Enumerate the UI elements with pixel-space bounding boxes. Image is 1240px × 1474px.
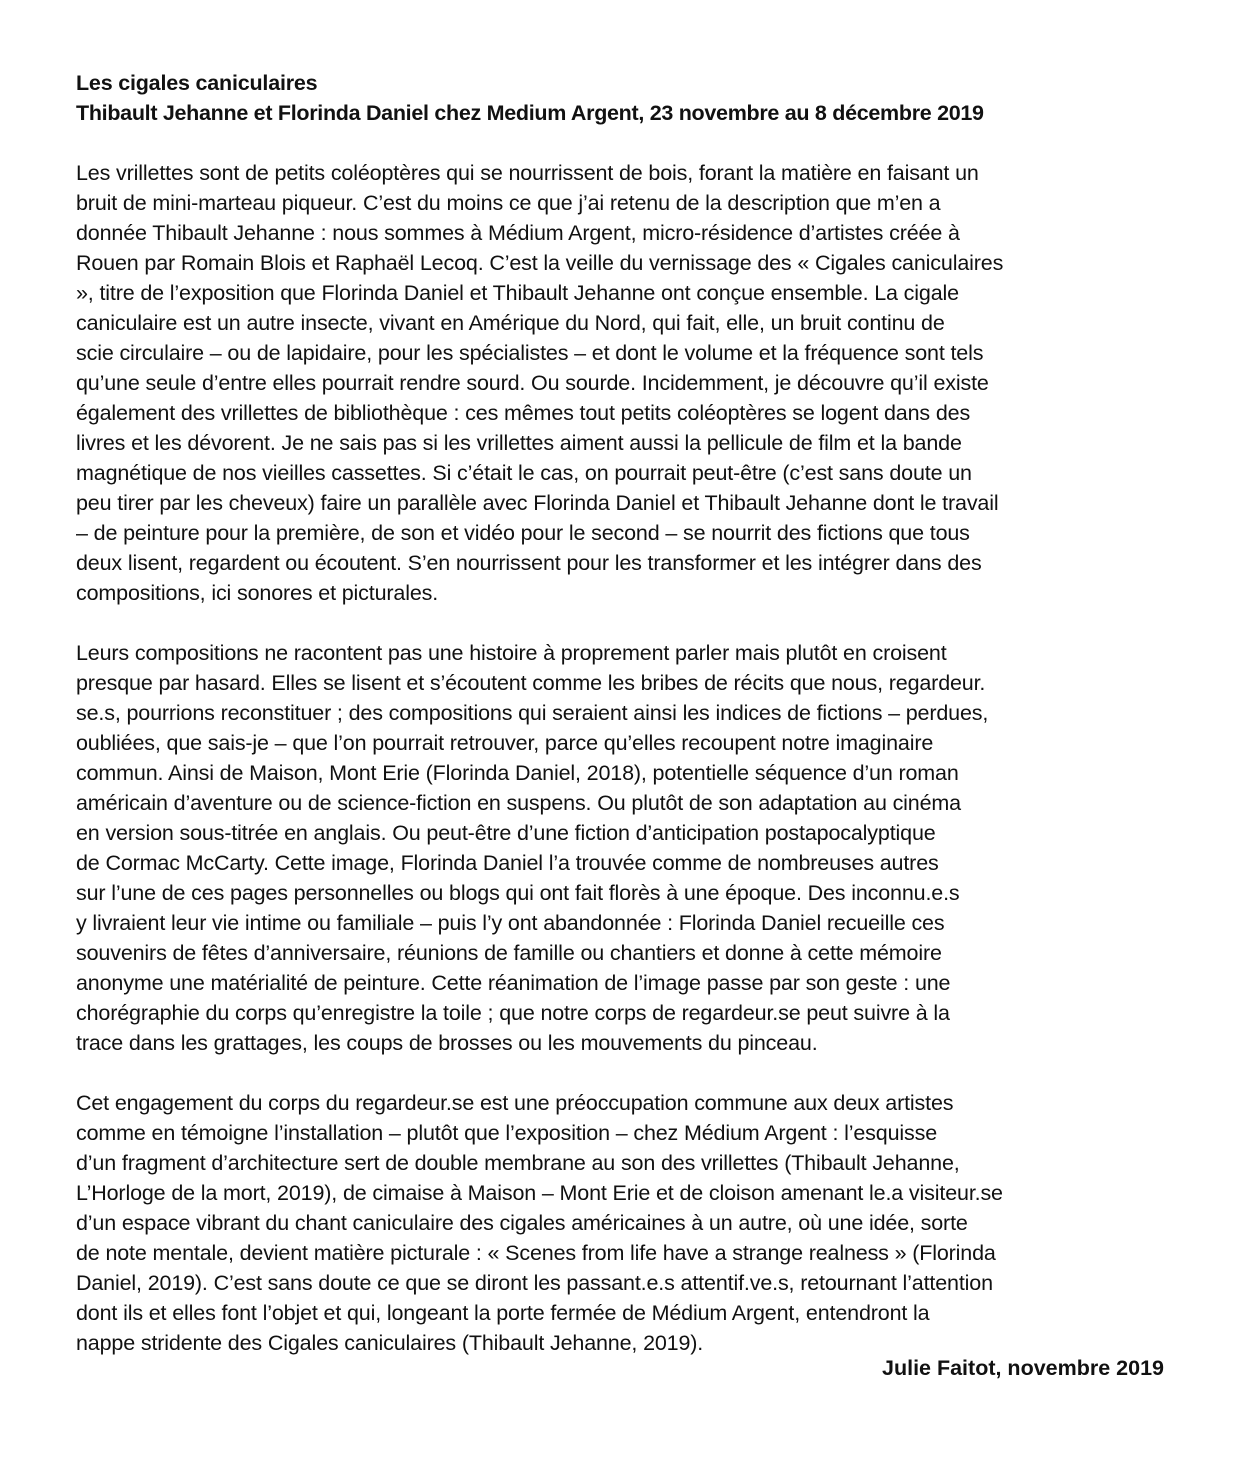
text-line: qu’une seule d’entre elles pourrait rendre sourd. Ou sourde. Incidemment, je découvre qu’il existe	[76, 371, 989, 395]
text-line: – de peinture pour la première, de son et vidéo pour le second – se nourrit des fictions que tous	[76, 521, 970, 545]
article-body	[76, 158, 1168, 1358]
text-line: Daniel, 2019). C’est sans doute ce que se diront les passant.e.s attentif.ve.s, retournant l’attention	[76, 1271, 993, 1295]
text-line: comme en témoigne l’installation – plutôt que l’exposition – chez Médium Argent : l’esquisse	[76, 1121, 938, 1145]
text-line: de note mentale, devient matière picturale : « Scenes from life have a strange realness » (Florinda	[76, 1241, 996, 1265]
text-line: livres et les dévorent. Je ne sais pas si les vrillettes aiment aussi la pellicule de film et la bande	[76, 431, 962, 455]
text-line: trace dans les grattages, les coups de brosses ou les mouvements du pinceau.	[76, 1031, 818, 1055]
text-line: deux lisent, regardent ou écoutent. S’en nourrissent pour les transformer et les intégrer dans des	[76, 551, 982, 575]
text-line: sur l’une de ces pages personnelles ou blogs qui ont fait florès à une époque. Des inconnu.e.s	[76, 881, 960, 905]
text-line: peu tirer par les cheveux) faire un parallèle avec Florinda Daniel et Thibault Jehanne dont le travail	[76, 491, 999, 515]
text-line: souvenirs de fêtes d’anniversaire, réunions de famille ou chantiers et donne à cette mémoire	[76, 941, 942, 965]
text-line: chorégraphie du corps qu’enregistre la toile ; que notre corps de regardeur.se peut suivre à la	[76, 1001, 950, 1025]
paragraph-1	[76, 158, 1168, 608]
text-line: compositions, ici sonores et picturales.	[76, 581, 439, 605]
text-line: d’un espace vibrant du chant caniculaire des cigales américaines à un autre, où une idée, sorte	[76, 1211, 968, 1235]
paragraph-2	[76, 638, 1168, 1058]
text-line: scie circulaire – ou de lapidaire, pour les spécialistes – et dont le volume et la fréquence sont tels	[76, 341, 984, 365]
text-line: L’Horloge de la mort, 2019), de cimaise à Maison – Mont Erie et de cloison amenant le.a visiteur.se	[76, 1181, 1003, 1205]
text-line: », titre de l’exposition que Florinda Daniel et Thibault Jehanne ont conçue ensemble. La cigale	[76, 281, 959, 305]
document-page	[76, 68, 1168, 1388]
text-line: nappe stridente des Cigales caniculaires (Thibault Jehanne, 2019).	[76, 1331, 704, 1355]
text-line: américain d’aventure ou de science-fiction en suspens. Ou plutôt de son adaptation au cinéma	[76, 791, 961, 815]
text-line: y livraient leur vie intime ou familiale – puis l’y ont abandonnée : Florinda Daniel recueille ces	[76, 911, 945, 935]
text-line: presque par hasard. Elles se lisent et s’écoutent comme les bribes de récits que nous, regardeur.	[76, 671, 986, 695]
author-signature: Julie Faitot, novembre 2019	[882, 1356, 1164, 1380]
page-title: Les cigales caniculaires	[76, 71, 318, 95]
text-line: caniculaire est un autre insecte, vivant en Amérique du Nord, qui fait, elle, un bruit continu de	[76, 311, 945, 335]
text-line: en version sous-titrée en anglais. Ou peut-être d’une fiction d’anticipation postapocalyptique	[76, 821, 936, 845]
text-line: anonyme une matérialité de peinture. Cette réanimation de l’image passe par son geste : une	[76, 971, 951, 995]
paragraph-3	[76, 1088, 1168, 1358]
text-line: commun. Ainsi de Maison, Mont Erie (Florinda Daniel, 2018), potentielle séquence d’un roman	[76, 761, 959, 785]
text-line: donnée Thibault Jehanne : nous sommes à Médium Argent, micro-résidence d’artistes créée à	[76, 221, 960, 245]
text-line: Rouen par Romain Blois et Raphaël Lecoq. C’est la veille du vernissage des « Cigales caniculaires	[76, 251, 1004, 275]
text-line: oubliées, que sais-je – que l’on pourrait retrouver, parce qu’elles recoupent notre imaginaire	[76, 731, 934, 755]
text-line: Cet engagement du corps du regardeur.se est une préoccupation commune aux deux artistes	[76, 1091, 954, 1115]
text-line: Les vrillettes sont de petits coléoptères qui se nourrissent de bois, forant la matière en faisant un	[76, 161, 979, 185]
text-line: d’un fragment d’architecture sert de double membrane au son des vrillettes (Thibault Jehanne,	[76, 1151, 960, 1175]
text-line: également des vrillettes de bibliothèque : ces mêmes tout petits coléoptères se logent dans des	[76, 401, 971, 425]
text-line: magnétique de nos vieilles cassettes. Si c’était le cas, on pourrait peut-être (c’est sans doute un	[76, 461, 972, 485]
text-line: Leurs compositions ne racontent pas une histoire à proprement parler mais plutôt en croisent	[76, 641, 947, 665]
text-line: se.s, pourrions reconstituer ; des compositions qui seraient ainsi les indices de fictions – perdues,	[76, 701, 989, 725]
text-line: dont ils et elles font l’objet et qui, longeant la porte fermée de Médium Argent, entendront la	[76, 1301, 930, 1325]
text-line: de Cormac McCarty. Cette image, Florinda Daniel l’a trouvée comme de nombreuses autres	[76, 851, 939, 875]
page-subtitle: Thibault Jehanne et Florinda Daniel chez Medium Argent, 23 novembre au 8 décembre 2019	[76, 101, 984, 125]
text-line: bruit de mini-marteau piqueur. C’est du moins ce que j’ai retenu de la description que m’en a	[76, 191, 941, 215]
